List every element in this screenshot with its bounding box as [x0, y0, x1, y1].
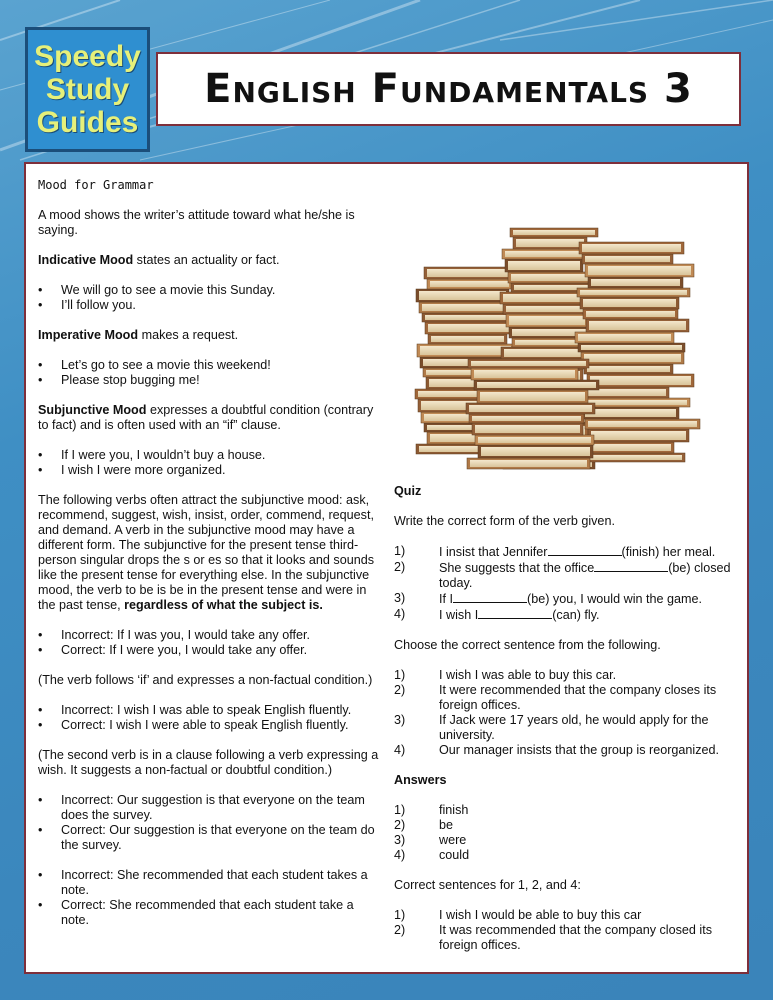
item-text: If Jack were 17 years old, he would apply for the university.	[439, 713, 709, 742]
answers-heading	[394, 773, 739, 788]
item-text: Our manager insists that the group is reorganized.	[439, 743, 720, 757]
quiz-heading	[394, 484, 739, 499]
item-number: 3)	[394, 591, 406, 605]
logo-line: Speedy	[34, 40, 141, 73]
term: Imperative Mood	[38, 328, 139, 342]
list-item: • Incorrect: Our suggestion is that everyone on the team does the survey.	[38, 793, 381, 823]
list-item: • Let’s go to see a movie this weekend!	[38, 358, 381, 373]
answer-blank	[453, 591, 527, 603]
correct-item	[394, 923, 739, 953]
item-number: 1)	[394, 803, 406, 817]
answer-blank	[594, 560, 668, 572]
item-text: It were recommended that the company closes its foreign offices.	[439, 683, 717, 712]
item-text: could	[439, 848, 470, 862]
content-page	[24, 162, 749, 974]
choice-item	[394, 743, 739, 758]
item-text: She suggests that the office	[439, 561, 595, 575]
item-number: 1)	[394, 668, 406, 682]
bullet-list	[38, 283, 381, 313]
item-number: 4)	[394, 607, 406, 621]
quiz-item	[394, 607, 739, 623]
definition: states an actuality or fact.	[133, 253, 280, 267]
answer-item	[394, 833, 739, 848]
choice-list	[394, 668, 739, 758]
item-number: 2)	[394, 560, 406, 574]
list-item: • Correct: She recommended that each student take a note.	[38, 898, 381, 928]
item-text: finish	[439, 803, 469, 817]
item-number: 1)	[394, 544, 406, 558]
bullet-list	[38, 793, 381, 853]
item-number: 2)	[394, 683, 406, 697]
speedy-study-guides-logo	[25, 27, 150, 152]
quiz-list	[394, 544, 739, 623]
answer-item	[394, 818, 739, 833]
item-text: I wish I would be able to buy this car	[439, 908, 642, 922]
answer-blank	[478, 607, 552, 619]
logo-line: Guides	[36, 106, 139, 139]
note-paragraph: (The second verb is in a clause following a verb expressing a wish. It suggests a non-factual or doubtful condition.)	[38, 748, 379, 777]
item-number: 1)	[394, 908, 406, 922]
section-heading: Mood for Grammar	[38, 178, 154, 192]
list-item: • Correct: If I were you, I would take any offer.	[38, 643, 381, 658]
item-text: (can) fly.	[552, 608, 600, 622]
verbs-paragraph	[38, 493, 381, 613]
list-item: • I wish I were more organized.	[38, 463, 381, 478]
heading-text: Quiz	[394, 484, 422, 498]
definition: makes a request.	[138, 328, 239, 342]
list-item: • I’ll follow you.	[38, 298, 381, 313]
item-number: 3)	[394, 713, 406, 727]
item-number: 4)	[394, 743, 406, 757]
item-text: It was recommended that the company closed its foreign offices.	[439, 923, 712, 952]
item-number: 2)	[394, 923, 406, 937]
choice-item	[394, 683, 739, 713]
title-banner	[156, 52, 741, 126]
correct-list	[394, 908, 739, 953]
item-text: I insist that Jennifer	[439, 545, 548, 559]
list-item: • Please stop bugging me!	[38, 373, 381, 388]
term: Indicative Mood	[38, 253, 134, 267]
page-title: English Fundamentals 3	[204, 66, 693, 112]
quiz-item	[394, 591, 739, 607]
choice-item	[394, 713, 739, 743]
item-number: 4)	[394, 848, 406, 862]
item-text: I wish I	[439, 608, 479, 622]
list-item: • We will go to see a movie this Sunday.	[38, 283, 381, 298]
answer-item	[394, 803, 739, 818]
answer-item	[394, 848, 739, 863]
bullet-list	[38, 358, 381, 388]
correct-item	[394, 908, 739, 923]
choose-instruction: Choose the correct sentence from the following.	[394, 638, 661, 652]
bullet-list	[38, 703, 381, 733]
heading-text: Answers	[394, 773, 447, 787]
imperative-definition	[38, 328, 381, 343]
indicative-definition	[38, 253, 381, 268]
quiz-instruction: Write the correct form of the verb given.	[394, 514, 615, 528]
answers-list	[394, 803, 739, 863]
item-text: (finish) her meal.	[621, 545, 716, 559]
item-text: were	[439, 833, 467, 847]
item-text: (be) you, I would win the game.	[527, 592, 703, 606]
item-text: I wish I was able to buy this car.	[439, 668, 617, 682]
intro-paragraph: A mood shows the writer’s attitude toward what he/she is saying.	[38, 208, 355, 237]
list-item: • Incorrect: If I was you, I would take any offer.	[38, 628, 381, 643]
note-paragraph: (The verb follows ‘if’ and expresses a non-factual condition.)	[38, 673, 373, 687]
list-item: • Incorrect: She recommended that each student takes a note.	[38, 868, 381, 898]
quiz-item	[394, 544, 739, 560]
list-item: • If I were you, I wouldn’t buy a house.	[38, 448, 381, 463]
subjunctive-definition	[38, 403, 381, 433]
bullet-list	[38, 448, 381, 478]
stack-of-books-photo	[412, 174, 722, 474]
item-text: If I	[439, 592, 453, 606]
correct-instruction: Correct sentences for 1, 2, and 4:	[394, 878, 581, 892]
item-text: (be) closed today.	[439, 561, 731, 590]
definition: expresses a doubtful condition (contrary to fact) and is often used with an “if” clause.	[38, 403, 374, 432]
left-column	[38, 178, 381, 943]
term: Subjunctive Mood	[38, 403, 147, 417]
item-number: 2)	[394, 818, 406, 832]
logo-line: Study	[45, 73, 130, 106]
answer-blank	[548, 544, 622, 556]
bullet-list	[38, 628, 381, 658]
bullet-list	[38, 868, 381, 928]
item-number: 3)	[394, 833, 406, 847]
paragraph-bold: regardless of what the subject is.	[124, 598, 323, 612]
paragraph-text: The following verbs often attract the subjunctive mood: ask, recommend, suggest, wish, insist, order, commend, request, and demand. A verb in the subjunctive mood may have a different form. The subjunctive for the present tense third-person singular drops the s or es so that it looks and sounds like the present tense for everything else. In the subjunctive mood, the verb to be is be in the present tense and were in the past tense,	[38, 493, 375, 612]
list-item: • Incorrect: I wish I was able to speak English fluently.	[38, 703, 381, 718]
right-column	[394, 484, 739, 968]
item-text: be	[439, 818, 454, 832]
list-item: • Correct: I wish I were able to speak English fluently.	[38, 718, 381, 733]
list-item: • Correct: Our suggestion is that everyone on the team do the survey.	[38, 823, 381, 853]
choice-item	[394, 668, 739, 683]
quiz-item	[394, 560, 739, 591]
